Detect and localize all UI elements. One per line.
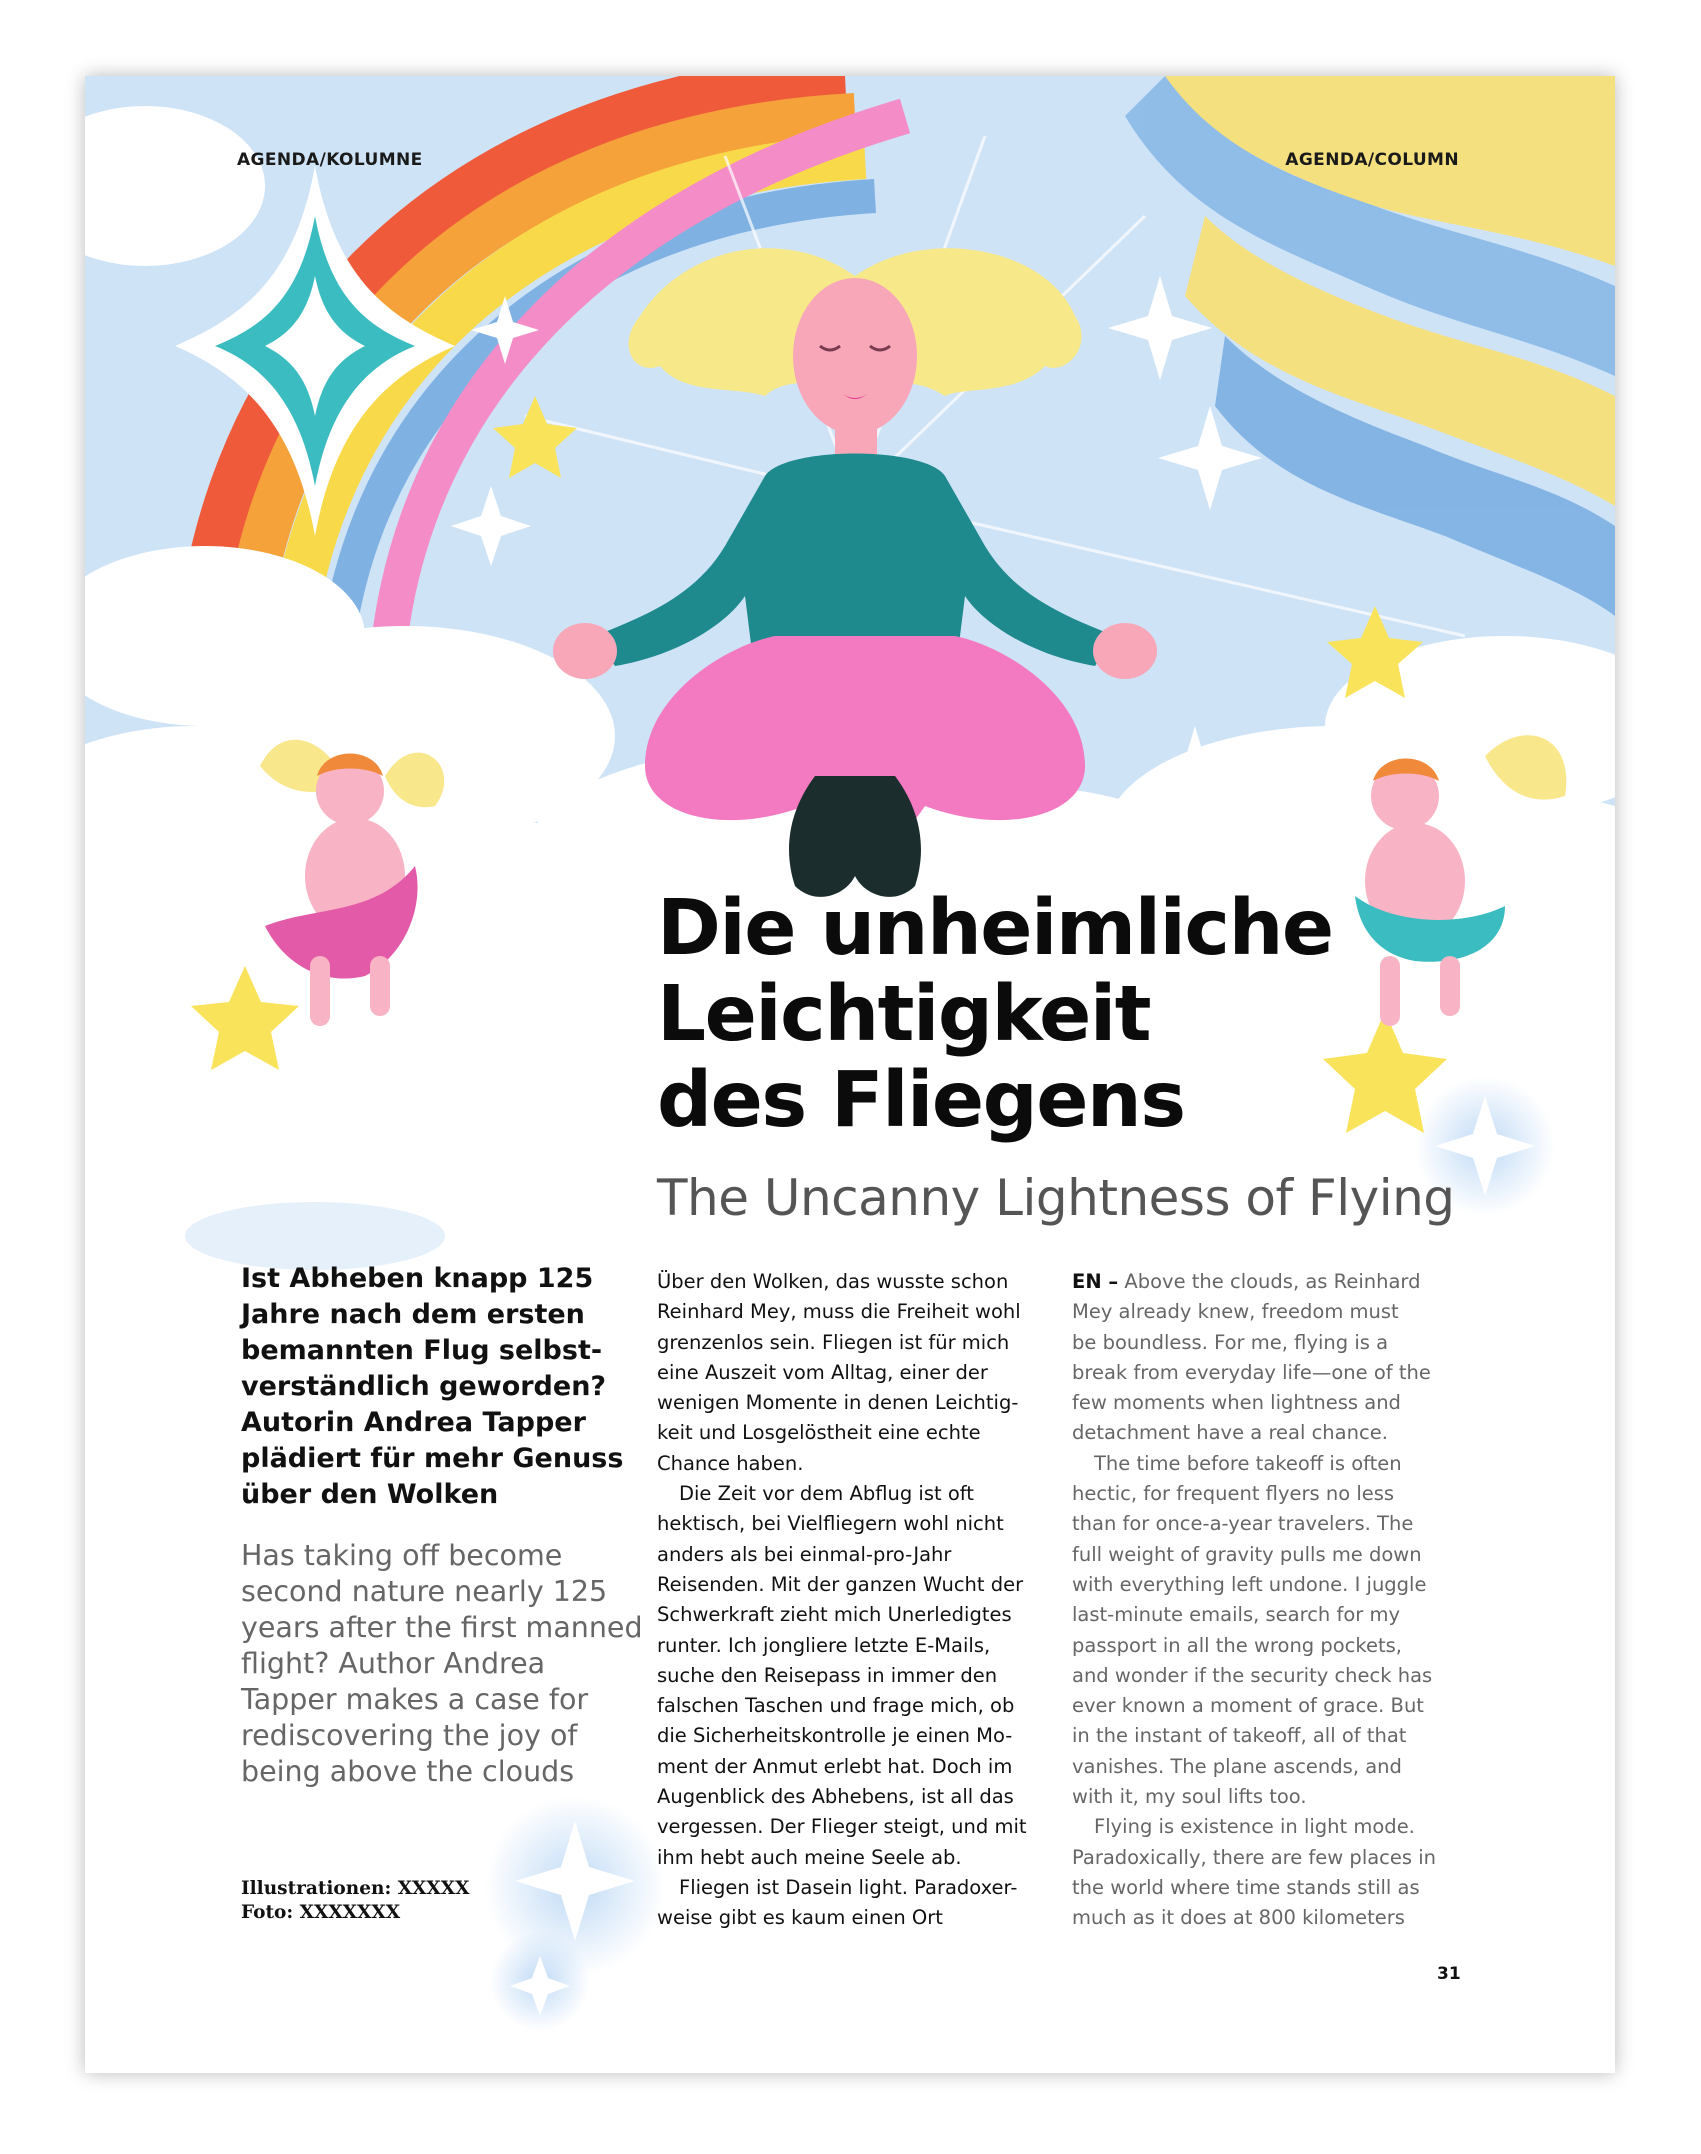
body-line: weise gibt es kaum einen Ort [657, 1906, 943, 1930]
intro-en [241, 1538, 651, 1790]
headline [657, 886, 1417, 1144]
body-line: passport in all the wrong pockets, [1072, 1633, 1403, 1657]
body-line: be boundless. For me, flying is a [1072, 1330, 1389, 1354]
headline-line: Die unheimliche [657, 884, 1333, 973]
body-line: hektisch, bei Vielfliegern wohl nicht [657, 1512, 1004, 1536]
body-line: Paradoxically, there are few places in [1072, 1845, 1437, 1869]
body-line: Über den Wolken, das wusste schon [657, 1270, 1009, 1293]
body-line: much as it does at 800 kilometers [1072, 1906, 1405, 1930]
headline-line: Leichtigkeit [657, 970, 1151, 1059]
intro-en-line: years after the first manned [241, 1611, 643, 1644]
body-line: ihm hebt auch meine Seele ab. [657, 1845, 962, 1869]
intro-en-line: second nature nearly 125 [241, 1575, 608, 1608]
body-line: vergessen. Der Flieger steigt, und mit [657, 1815, 1027, 1839]
body-line: The time before takeoff is often [1094, 1451, 1402, 1475]
body-line: grenzenlos sein. Fliegen ist für mich [657, 1330, 1010, 1354]
credits [241, 1877, 469, 1925]
body-line: Chance haben. [657, 1451, 804, 1475]
body-line: Die Zeit vor dem Abflug ist oft [679, 1482, 974, 1506]
body-line: detachment have a real chance. [1072, 1421, 1388, 1445]
body-line-text: Above the clouds, as Reinhard [1124, 1270, 1421, 1293]
body-line: Reinhard Mey, muss die Freiheit wohl [657, 1300, 1021, 1324]
intro-de-line: plädiert für mehr Genuss [241, 1443, 624, 1474]
body-line: runter. Ich jongliere letzte E-Mails, [657, 1633, 991, 1657]
intro-en-line: Tapper makes a case for [241, 1683, 589, 1716]
body-line: anders als bei einmal-pro-Jahr [657, 1542, 952, 1566]
body-line: hectic, for frequent flyers no less [1072, 1482, 1395, 1506]
body-line: Schwerkraft zieht mich Unerledigtes [657, 1603, 1012, 1627]
body-line: with everything left undone. I juggle [1072, 1572, 1427, 1596]
body-column-de [657, 1267, 1047, 1934]
body-line: than for once-a-year travelers. The [1072, 1512, 1414, 1536]
body-line: in the instant of takeoff, all of that [1072, 1724, 1407, 1748]
body-line: keit und Losgelöstheit eine echte [657, 1421, 981, 1445]
intro-de-line: bemannten Flug selbst- [241, 1335, 603, 1366]
intro-en-line: Has taking off become [241, 1539, 563, 1572]
body-line: full weight of gravity pulls me down [1072, 1542, 1422, 1566]
body-line: suche den Reisepass in immer den [657, 1663, 998, 1687]
body-line: break from everyday life—one of the [1072, 1360, 1431, 1384]
body-line: ment der Anmut erlebt hat. Doch im [657, 1754, 1013, 1778]
language-tag-en: EN – [1072, 1270, 1119, 1293]
body-line [1072, 1267, 1467, 1297]
body-line: Fliegen ist Dasein light. Paradoxer- [679, 1875, 1018, 1899]
credit-illustrations: Illustrationen: XXXXX [241, 1878, 470, 1899]
body-line: Mey already knew, freedom must [1072, 1300, 1399, 1324]
credit-photo: Foto: XXXXXXX [241, 1902, 401, 1923]
body-line: Augenblick des Abhebens, ist all das [657, 1785, 1014, 1809]
body-line: ever known a moment of grace. But [1072, 1694, 1424, 1718]
magazine-page [85, 76, 1615, 2073]
body-line: falschen Taschen und frage mich, ob [657, 1694, 1015, 1718]
intro-de-line: verständlich geworden? [241, 1371, 607, 1402]
intro-en-line: flight? Author Andrea [241, 1647, 546, 1680]
body-line: Flying is existence in light mode. [1094, 1815, 1415, 1839]
intro-de-line: Jahre nach dem ersten [241, 1299, 585, 1330]
body-line: eine Auszeit vom Alltag, einer der [657, 1360, 988, 1384]
intro-en-line: being above the clouds [241, 1755, 575, 1788]
body-line: vanishes. The plane ascends, and [1072, 1754, 1402, 1778]
body-line: wenigen Momente in denen Leichtig- [657, 1391, 1019, 1415]
intro-de-line: Ist Abheben knapp 125 [241, 1263, 594, 1294]
body-line: and wonder if the security check has [1072, 1663, 1433, 1687]
body-line: last-minute emails, search for my [1072, 1603, 1401, 1627]
body-column-en [1072, 1267, 1467, 1934]
headline-line: des Fliegens [657, 1056, 1185, 1145]
body-line: few moments when lightness and [1072, 1391, 1401, 1415]
intro-de-line: Autorin Andrea Tapper [241, 1407, 586, 1438]
section-label-en: AGENDA/COLUMN [1285, 150, 1459, 170]
intro-de-line: über den Wolken [241, 1479, 499, 1510]
section-label-de: AGENDA/KOLUMNE [237, 150, 423, 170]
body-line: the world where time stands still as [1072, 1875, 1420, 1899]
intro-en-line: rediscovering the joy of [241, 1719, 578, 1752]
intro-de [241, 1261, 631, 1513]
body-line: die Sicherheitskontrolle je einen Mo- [657, 1724, 1013, 1748]
body-line: with it, my soul lifts too. [1072, 1785, 1307, 1809]
body-line: Reisenden. Mit der ganzen Wucht der [657, 1572, 1024, 1596]
page-number: 31 [1437, 1964, 1461, 1984]
subtitle: The Uncanny Lightness of Flying [657, 1169, 1455, 1227]
